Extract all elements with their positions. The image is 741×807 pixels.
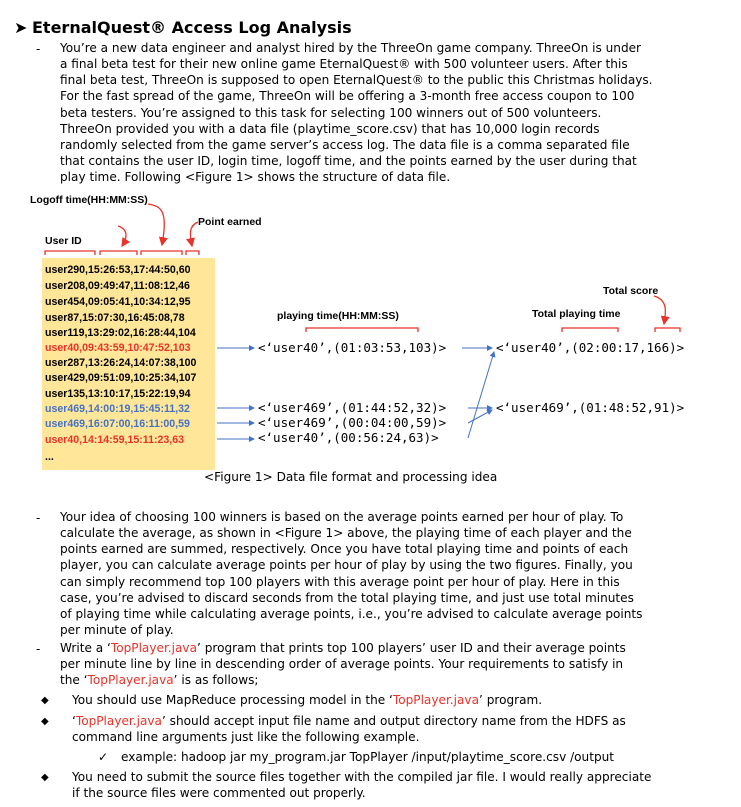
total-score-label: Total score <box>603 285 659 297</box>
write-paragraph <box>60 640 702 688</box>
dash-marker: - <box>36 511 41 525</box>
idea-line: per minute of play. <box>60 623 174 638</box>
dash-marker: - <box>36 42 41 56</box>
title-text: EternalQuest® Access Log Analysis <box>32 18 352 37</box>
filename-highlight: TopPlayer.java <box>75 714 162 728</box>
bullet-icon: ◆ <box>41 695 49 706</box>
data-record: user287,13:26:24,14:07:38,100 <box>45 357 197 369</box>
intro-line: For the fast spread of the game, ThreeOn will be offering a 3-month free access coupon to 100 <box>60 89 635 104</box>
idea-line: calculate the average, as shown in <Figure 1> above, the playing time of each player and the <box>60 526 632 541</box>
write-line <box>60 672 702 688</box>
idea-line: of playing time while calculating average points, i.e., you’re advised to calculate average points <box>60 606 643 621</box>
text: ’ program that prints top 100 players’ user ID and their average points <box>197 641 626 655</box>
figure-caption: <Figure 1> Data file format and processing idea <box>204 470 498 484</box>
example-command: example: hadoop jar my_program.jar TopPlayer /input/playtime_score.csv /output <box>121 750 615 764</box>
text: Write a ‘ <box>60 641 111 655</box>
total-score-bracket <box>655 328 680 332</box>
text: You need to submit the source files together with the compiled jar file. I would really appreciate <box>72 770 652 784</box>
intro-line: ThreeOn provided you with a data file (playtime_score.csv) that has 10,000 login records <box>60 121 600 136</box>
point-earned-bracket <box>186 251 199 255</box>
logoff-time-bracket <box>141 251 182 255</box>
filename-highlight: TopPlayer.java <box>110 641 197 655</box>
idea-line: points earned are summed, respectively. Once you have total playing time and points of each <box>60 542 629 557</box>
bullet-icon: ◆ <box>41 716 49 727</box>
map-output-pair: <‘user469’,(01:44:52,32)> <box>258 400 447 415</box>
total-playing-time-bracket <box>562 328 618 332</box>
data-record: user208,09:49:47,11:08:12,46 <box>45 280 190 292</box>
data-record: user290,15:26:53,17:44:50,60 <box>45 264 191 276</box>
idea-line: Your idea of choosing 100 winners is based on the average points earned per hour of play. To <box>60 510 624 524</box>
text: if the source files were commented out properly. <box>72 786 366 801</box>
total-playing-time-label: Total playing time <box>532 308 621 320</box>
data-record: user135,13:10:17,15:22:19,94 <box>45 388 191 400</box>
data-record-user40: user40,14:14:59,15:11:23,63 <box>45 434 185 446</box>
user-id-label: User ID <box>45 235 82 247</box>
requirement-item <box>72 692 702 708</box>
intro-line: play time. Following <Figure 1> shows the structure of data file. <box>60 170 451 185</box>
logoff-time-label: Logoff time(HH:MM:SS) <box>30 194 148 206</box>
point-earned-label: Point earned <box>198 216 262 228</box>
intro-line: a final beta test for their new online game EternalQuest® with 500 volunteer users. After this <box>60 57 628 72</box>
text: ’ is as follows; <box>173 673 259 688</box>
filename-highlight: TopPlayer.java <box>392 693 479 707</box>
map-output-pair: <‘user40’,(01:03:53,103)> <box>258 340 447 355</box>
text: ’ program. <box>479 693 543 707</box>
reduce-output-pair: <‘user40’,(02:00:17,166)> <box>496 340 685 355</box>
playing-time-label: playing time(HH:MM:SS) <box>277 310 399 322</box>
data-record-user469: user469,16:07:00,16:11:00,59 <box>45 418 190 430</box>
reduce-output-pair: <‘user469’,(01:48:52,91)> <box>496 400 685 415</box>
data-record-user40: user40,09:43:59,10:47:52,103 <box>45 342 191 354</box>
intro-line: randomly selected from the game server’s access log. The data file is a comma separated file <box>60 137 630 152</box>
text: ‘ <box>72 714 76 728</box>
write-line: per minute line by line in descending order of average points. Your requirements to satisfy in <box>60 657 624 672</box>
idea-line: case, you’re advised to discard seconds from the total playing time, and just use total minutes <box>60 590 634 605</box>
idea-line: player, you can calculate average points per hour of play by using the two figures. Finally, you <box>60 558 633 573</box>
map-output-pair: <‘user469’,(00:04:00,59)> <box>258 415 447 430</box>
requirement-item <box>72 713 702 745</box>
dash-marker: - <box>36 642 41 656</box>
data-record: user454,09:05:41,10:34:12,95 <box>45 296 191 308</box>
user-id-bracket <box>45 251 95 255</box>
idea-paragraph <box>60 509 702 638</box>
intro-line: that contains the user ID, login time, logoff time, and the points earned by the user during that <box>60 154 637 169</box>
map-output-pair: <‘user40’,(00:56:24,63)> <box>258 430 439 445</box>
text: command line arguments just like the following example. <box>72 730 420 745</box>
data-record-ellipsis: ... <box>45 451 54 463</box>
write-line <box>60 640 702 656</box>
idea-line: can simply recommend top 100 players with this average point per hour of play. Here in this <box>60 574 620 589</box>
data-record-user469: user469,14:00:19,15:45:11,32 <box>45 403 190 415</box>
data-record: user119,13:29:02,16:28:44,104 <box>45 327 196 339</box>
text: ’ should accept input file name and output directory name from the HDFS as <box>161 714 626 728</box>
data-record: user87,15:07:30,16:45:08,78 <box>45 312 185 324</box>
checkmark-icon: ✓ <box>98 750 109 764</box>
data-record: user429,09:51:09,10:25:34,107 <box>45 372 197 384</box>
bullet-icon: ◆ <box>41 772 49 783</box>
text: You should use MapReduce processing model in the ‘ <box>72 693 393 707</box>
requirement-item <box>72 769 702 801</box>
intro-line: final beta test, ThreeOn is supposed to open EternalQuest® to the public this Christmas holidays. <box>60 73 653 88</box>
intro-line: beta testers. You’re assigned to this task for selecting 100 winners out of 500 volunteers. <box>60 105 602 120</box>
intro-line: You’re a new data engineer and analyst hired by the ThreeOn game company. ThreeOn is under <box>60 41 642 55</box>
filename-highlight: TopPlayer.java <box>87 673 174 688</box>
text: the ‘ <box>60 673 88 688</box>
arrowhead-icon: ➤ <box>14 18 28 37</box>
